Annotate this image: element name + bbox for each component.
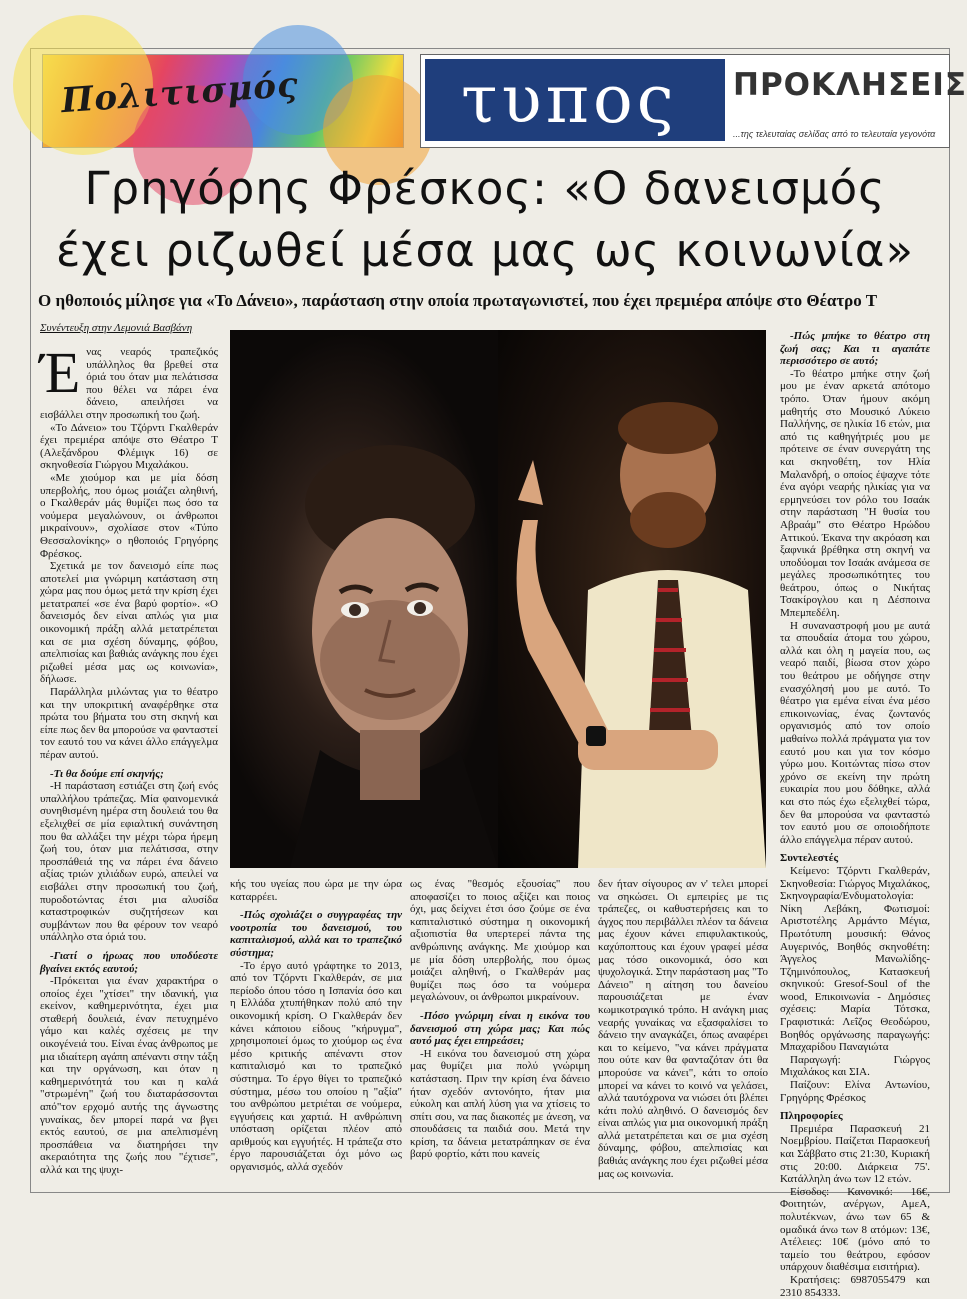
- interview-question: -Γιατί ο ήρωας που υποδύεστε βγαίνει εκτός εαυτού;: [40, 949, 218, 975]
- article-column-1: [40, 340, 218, 1176]
- article-column-4: [598, 878, 768, 1180]
- article-column-3: [410, 878, 590, 1161]
- photo-portrait-left: [230, 330, 498, 868]
- interview-question: -Πόσο γνώριμη είναι η εικόνα του δανεισμού στη χώρα μας; Και πώς αυτό μας έχει επηρεάσει;: [410, 1009, 590, 1048]
- byline: Συνέντευξη στην Λεμονιά Βασβάνη: [40, 322, 193, 334]
- culture-banner: [42, 54, 404, 148]
- article-column-5: [780, 330, 930, 1299]
- paragraph: Παίζουν: Ελίνα Αντωνίου, Γρηγόρης Φρέσκος: [780, 1079, 930, 1104]
- actor-illustration: [498, 330, 766, 868]
- article-column-2: [230, 878, 402, 1174]
- paragraph: Παραγωγή: Γιώργος Μιχαλάκος και ΣΙΑ.: [780, 1053, 930, 1079]
- paragraph: «Με χιούμορ και με μία δόση υπερβολής, που όμως μοιάζει αληθινή, ο Γκαλθεράν μάς θυμίζει πως όσο τα νούμερα μεγαλώνουν, οι άνθρωποι μικραίνουν», σχολίασε στον «Τύπο Θεσσαλονίκης» ο ηθοποιός Γρηγόρης Φρέσκος.: [40, 471, 218, 560]
- newspaper-logo: τυπος: [461, 61, 678, 138]
- paragraph: Παράλληλα μιλώντας για το θέατρο και την υποκριτική αναφέρθηκε στα πρώτα του βήματα του στη σκηνή και είπε πως δεν θα μπορούσε να φανταστεί τον εαυτό του να κάνει άλλο επάγγελμα πέραν αυτού.: [40, 686, 218, 761]
- paragraph: δεν ήταν σίγουρος αν ν' τελει μπορεί να σηκώσει. Οι εμπειρίες με τις τράπεζες, οι καθυστερήσεις και το άγχος που περιβάλλει πλέον τα δάνεια μας έχουν κάνει επιφυλακτικούς, καχύποπτους και έχουν γραφεί μέσα μας τόσο οικονομικά, όσο και ψυχολογικά. Στην παράσταση μας "Το Δάνειο" η αίτηση του δανείου παρουσιάζεται με έναν κωμικοτραγικό τρόπο. Η ανάγκη μιας νεαρής γυναίκας να εξασφαλίσει το δάνειο την αναγκάζει, όπως αναφέρει και το κείμενο, "να κάνει πράγματα που ούτε καν θα φανταζόταν ότι θα μπορούσε να κάνει", κάτι το οποίο μπορεί να κάνει το κοινό να γελάσει, αλλά ταυτόχρονα να νιώσει ότι βλέπει κάτι πολύ αληθινό. Ο δανεισμός δεν είναι απλώς για μια οικονομική πράξη αλλά μετατρέπεται και σε μια σχέση δύναμης, φόβου, απελπισίας και βαθιάς ανάγκης που έχει ριζωθεί μέσα μας ως κοινωνία.: [598, 878, 768, 1180]
- paragraph: -Το έργο αυτό γράφτηκε το 2013, από τον Τζόρντι Γκαλθεράν, σε μια περίοδο όπου τόσο η Ισπανία όσο και η Ελλάδα χτυπήθηκαν πολύ από την οικονομική κρίση. Ο Γκαλθεράν δεν κάνει κάποιου είδους "κήρυγμα", χρησιμοποιεί όμως το χιούμορ ως ένα μέσο κριτικής απέναντι στον καπιταλισμό και το τραπεζικό σύστημα. Το έργο θίγει το τραπεζικό σύστημα, μέσω του οποίου η "αξία" του ανθρώπου μετριέται σε νούμερα, εγγυήσεις και χαρτιά. Η ανθρώπινη υπόσταση ορίζεται πλέον από αριθμούς και εγγυήτές. Η τράπεζα στο έργο παρουσιάζεται όχι μόνο ως οργανισμός, αλλά σχεδόν: [230, 959, 402, 1174]
- section-subtitle: ...της τελευταίας σελίδας από το τελευταία γεγονότα: [733, 129, 936, 139]
- credits-heading: Συντελεστές: [780, 852, 839, 865]
- photo-actor-right: [498, 330, 766, 868]
- paragraph: -Η παράσταση εστιάζει στη ζωή ενός υπαλλήλου τράπεζας. Μία φαινομενικά συνηθισμένη ημέρα στη δουλειά του θα εξελιχθεί σε μία εφιαλτική συνάντηση που θα αλλάξει την μέχρι τώρα ήρεμη ζωή του, όταν μια πελάτισσα, στην προσπάθειά της να πάρει ένα δάνειο αξίας τριών χιλιάδων ευρώ, απειλεί να εισβάλει στην προσωπική του ζωή, πυροδοτώντας έτσι μια αλυσίδα καταστροφικών συζητήσεων και συμβάντων που θα φέρουν τον νεαρό υπάλληλο στα όριά του.: [40, 780, 218, 944]
- paragraph: Πρεμιέρα Παρασκευή 21 Νοεμβρίου. Παίζεται Παρασκευή και Σάββατο στις 21:30, Κυριακή στις 20:00. Διάρκεια 75'. Κατάλληλη άνω των 12 ετών.: [780, 1122, 930, 1186]
- subheadline: Ο ηθοποιός μίλησε για «Το Δάνειο», παράσταση στην οποία πρωταγωνιστεί, που έχει πρεμιέρα απόψε στο Θέατρο Τ: [38, 291, 878, 310]
- paragraph: -Η εικόνα του δανεισμού στη χώρα μας θυμίζει μια πολύ γνώριμη κατάσταση. Πριν την κρίση ένα δάνειο ήταν σχεδόν αντονόητο, ήταν μια εύκολη και απλή λύση για να χτίσεις το σπίτι σου, να πας διακοπές με άνεση, να σπουδάσεις τα παιδιά σου. Μετά την κρίση, τα δάνεια μετατράπηκαν σε ένα βαρύ φορτίο, κάτι που κανείς: [410, 1047, 590, 1161]
- paragraph: -Πρόκειται για έναν χαρακτήρα ο οποίος έχει "χτίσει" την ιδανική, για εκείνον, καθημερινότητα, έχει μια σταθερή δουλειά, έναν πετυχημένο γάμο και καλές σχέσεις με την οικογένειά του. Είναι ένας άνθρωπος με μια ιδιαίτερη αγάπη απέναντι στην τάξη και την οργάνωση, και όταν η καθημερινότητά του και η καλά "στρωμένη" ζωή του διαταράσσονται από"τον ερχομό αυτής της άγνωστης γυναίκας, δεν μπορεί παρά να βγει εκτός εαυτού, σε μια απελπισμένη προσπάθεια να διατηρήσει την ακεραιότητα της ζωής που "έχτισε", αλλά και της ψυχι-: [40, 975, 218, 1176]
- headline: Γρηγόρης Φρέσκος: «Ο δανεισμός έχει ριζωθεί μέσα μας ως κοινωνία»: [55, 162, 915, 277]
- article-photo: [230, 330, 766, 868]
- section-title: Πολιτισμός: [59, 64, 300, 122]
- interview-question: -Τι θα δούμε επί σκηνής;: [50, 767, 164, 780]
- paragraph: Η συναναστροφή μου με αυτά τα σπουδαία άτομα του χώρου, αλλά και όλη η μαγεία που, ως νεαρό παιδί, βίωσα στον χώρο του θεάτρου με οδήγησε στην ενασχόλησή μου με αυτό. Το θέατρο για εμένα είναι ένα μέσο επικοινωνίας, ένας ζωντανός οργανισμός από τον οποίο μαθαίνω πολλά πράγματα για τον εαυτό μου και για τον κόσμο γύρω μου. Κοιτώντας πίσω στον χρόνο σε εκείνη την πρώτη ευκαιρία που μου δόθηκε, αλλά και στο πώς έχω εξελιχθεί τώρα, δεν θα μπορούσα να φανταστώ τον εαυτό μου σε οποιοδήποτε άλλο επάγγελμα πέραν αυτού.: [780, 619, 930, 846]
- interview-question: -Πώς σχολιάζει ο συγγραφέας την νοοτροπία του δανεισμού, του καπιταλισμού, αλλά και το τραπεζικό σύστημα;: [230, 909, 402, 959]
- paragraph: νας νεαρός τραπεζικός υπάλληλος θα βρεθεί στα όριά του όταν μια πελάτισσα που θέλει να πάρει ένα δάνειο, απειλήσει να εισβάλλει στην προσωπική του ζωή.: [40, 346, 218, 421]
- paragraph: -Το θέατρο μπήκε στην ζωή μου με έναν αρκετά απότομο τρόπο. Όταν ήμουν ακόμη μαθητής στο Μουσικό Λύκειο Παλλήνης, σε ηλικία 16 ετών, μια από τις καθηγήτριές μου με πρότεινε σε έναν συνεργάτη της και σκηνοθέτη, τον Ηλία Μαλανδρή, ο οποίος έψαχνε τότε ένα αγόρι νεαρής ηλικίας για να ερμηνεύσει τον ρόλο του Ισαάκ στην παράσταση "Η θυσία του Αβραάμ" στο Θέατρο Ηρώδου Αττικού. Έκανα την ακρόαση και ξαφνικά βρέθηκα στη σκηνή να υποδύομαι τον Ισαάκ ανάμεσα σε μεγάλες προσωπικότητες του θεάτρου, όπως ο Νικήτας Τσακίρογλου και η Δέσποινα Μπεμπεδέλη.: [780, 367, 930, 620]
- section-label: ΠΡΟΚΛΗΣΕΙΣ: [733, 67, 967, 103]
- paragraph: κής του υγείας που ώρα με την ώρα καταρρέει.: [230, 878, 402, 903]
- paragraph: ως ένας "θεσμός εξουσίας" που αποφασίζει το ποιος αξίζει και ποιος όχι, μας δείχνει έτσι όσο ζούμε σε ένα καπιταλιστικό σύστημα η οικονομική αξιοπιστία θα υπερτερεί πάντα της ανθρώπινης ανάγκης. Με χιούμορ και με μία δόση υπερβολής, που όμως μοιάζει αληθινή, ο Γκαλθεράν μας θυμίζει πως όσο τα νούμερα μεγαλώνουν, οι άνθρωποι μικραίνουν.: [410, 878, 590, 1004]
- portrait-face-illustration: [230, 330, 498, 868]
- newspaper-masthead: [420, 54, 967, 148]
- paragraph: «Το Δάνειο» του Τζόρντι Γκαλθεράν έχει πρεμιέρα απόψε στο Θέατρο Τ (Αλεξάνδρου Φλέμιγκ 16) σε σκηνοθεσία Γιώργου Μιχαλάκου.: [40, 421, 218, 472]
- paragraph: Είσοδος: Κανονικό: 16€, Φοιτητών, ανέργων, ΑμεΑ, πολυτέκνων, άνω των 65 & ομαδικά άνω των 8 ατόμων: 13€, Ατέλειες: 10€ (μόνο από το ταμείο του θεάτρου, εφόσον υπάρχουν διαθέσιμα εισιτήρια).: [780, 1185, 930, 1274]
- logo-box: [425, 59, 725, 141]
- paragraph: Σχετικά με τον δανεισμό είπε πως αποτελεί μια γνώριμη κατάσταση στη χώρα μας που όμως μετά την κρίση έχει μετατραπεί «σε ένα βαρύ φορτίο». «Ο δανεισμός δεν είναι απλώς για μια οικονομική πράξη αλλά μετατρέπεται και σε μια σχέση δύναμης, φόβου, απελπισίας και βαθιάς ανάγκης που έχει ριζωθεί μέσα μας ως κοινωνία», δήλωσε.: [40, 560, 218, 686]
- interview-question: -Πώς μπήκε το θέατρο στη ζωή σας; Και τι αγαπάτε περισσότερο σε αυτό;: [780, 330, 930, 368]
- drop-cap: Έ: [40, 340, 81, 405]
- paragraph: Κείμενο: Τζόρντι Γκαλθεράν, Σκηνοθεσία: Γιώργος Μιχαλάκος, Σκηνογραφία/Ενδυματολογία: Νίκη Λεβάκη, Φωτισμοί: Αριστοτέλης Αρμάντο Μέγια, Πρωτότυπη μουσική: Θάνος Αυγερινός, Βοηθός σκηνοθέτη: Άγγελος Μανωλίδης-Τζημινόπουλος, Κατασκευή σκηνικού: Gresof-Soul of the wood, Επικοινωνία - Δημόσιες σχέσεις: Μαρία Τότσκα, Γραφιστικά: Λεΐζος Θεοδώρου, Βοηθός οργάνωσης παραγωγής: Μπαχαρίδου Παναγιώτα: [780, 864, 930, 1054]
- paragraph: Κρατήσεις: 6987055479 και 2310 854333.: [780, 1273, 930, 1299]
- info-heading: Πληροφορίες: [780, 1110, 843, 1123]
